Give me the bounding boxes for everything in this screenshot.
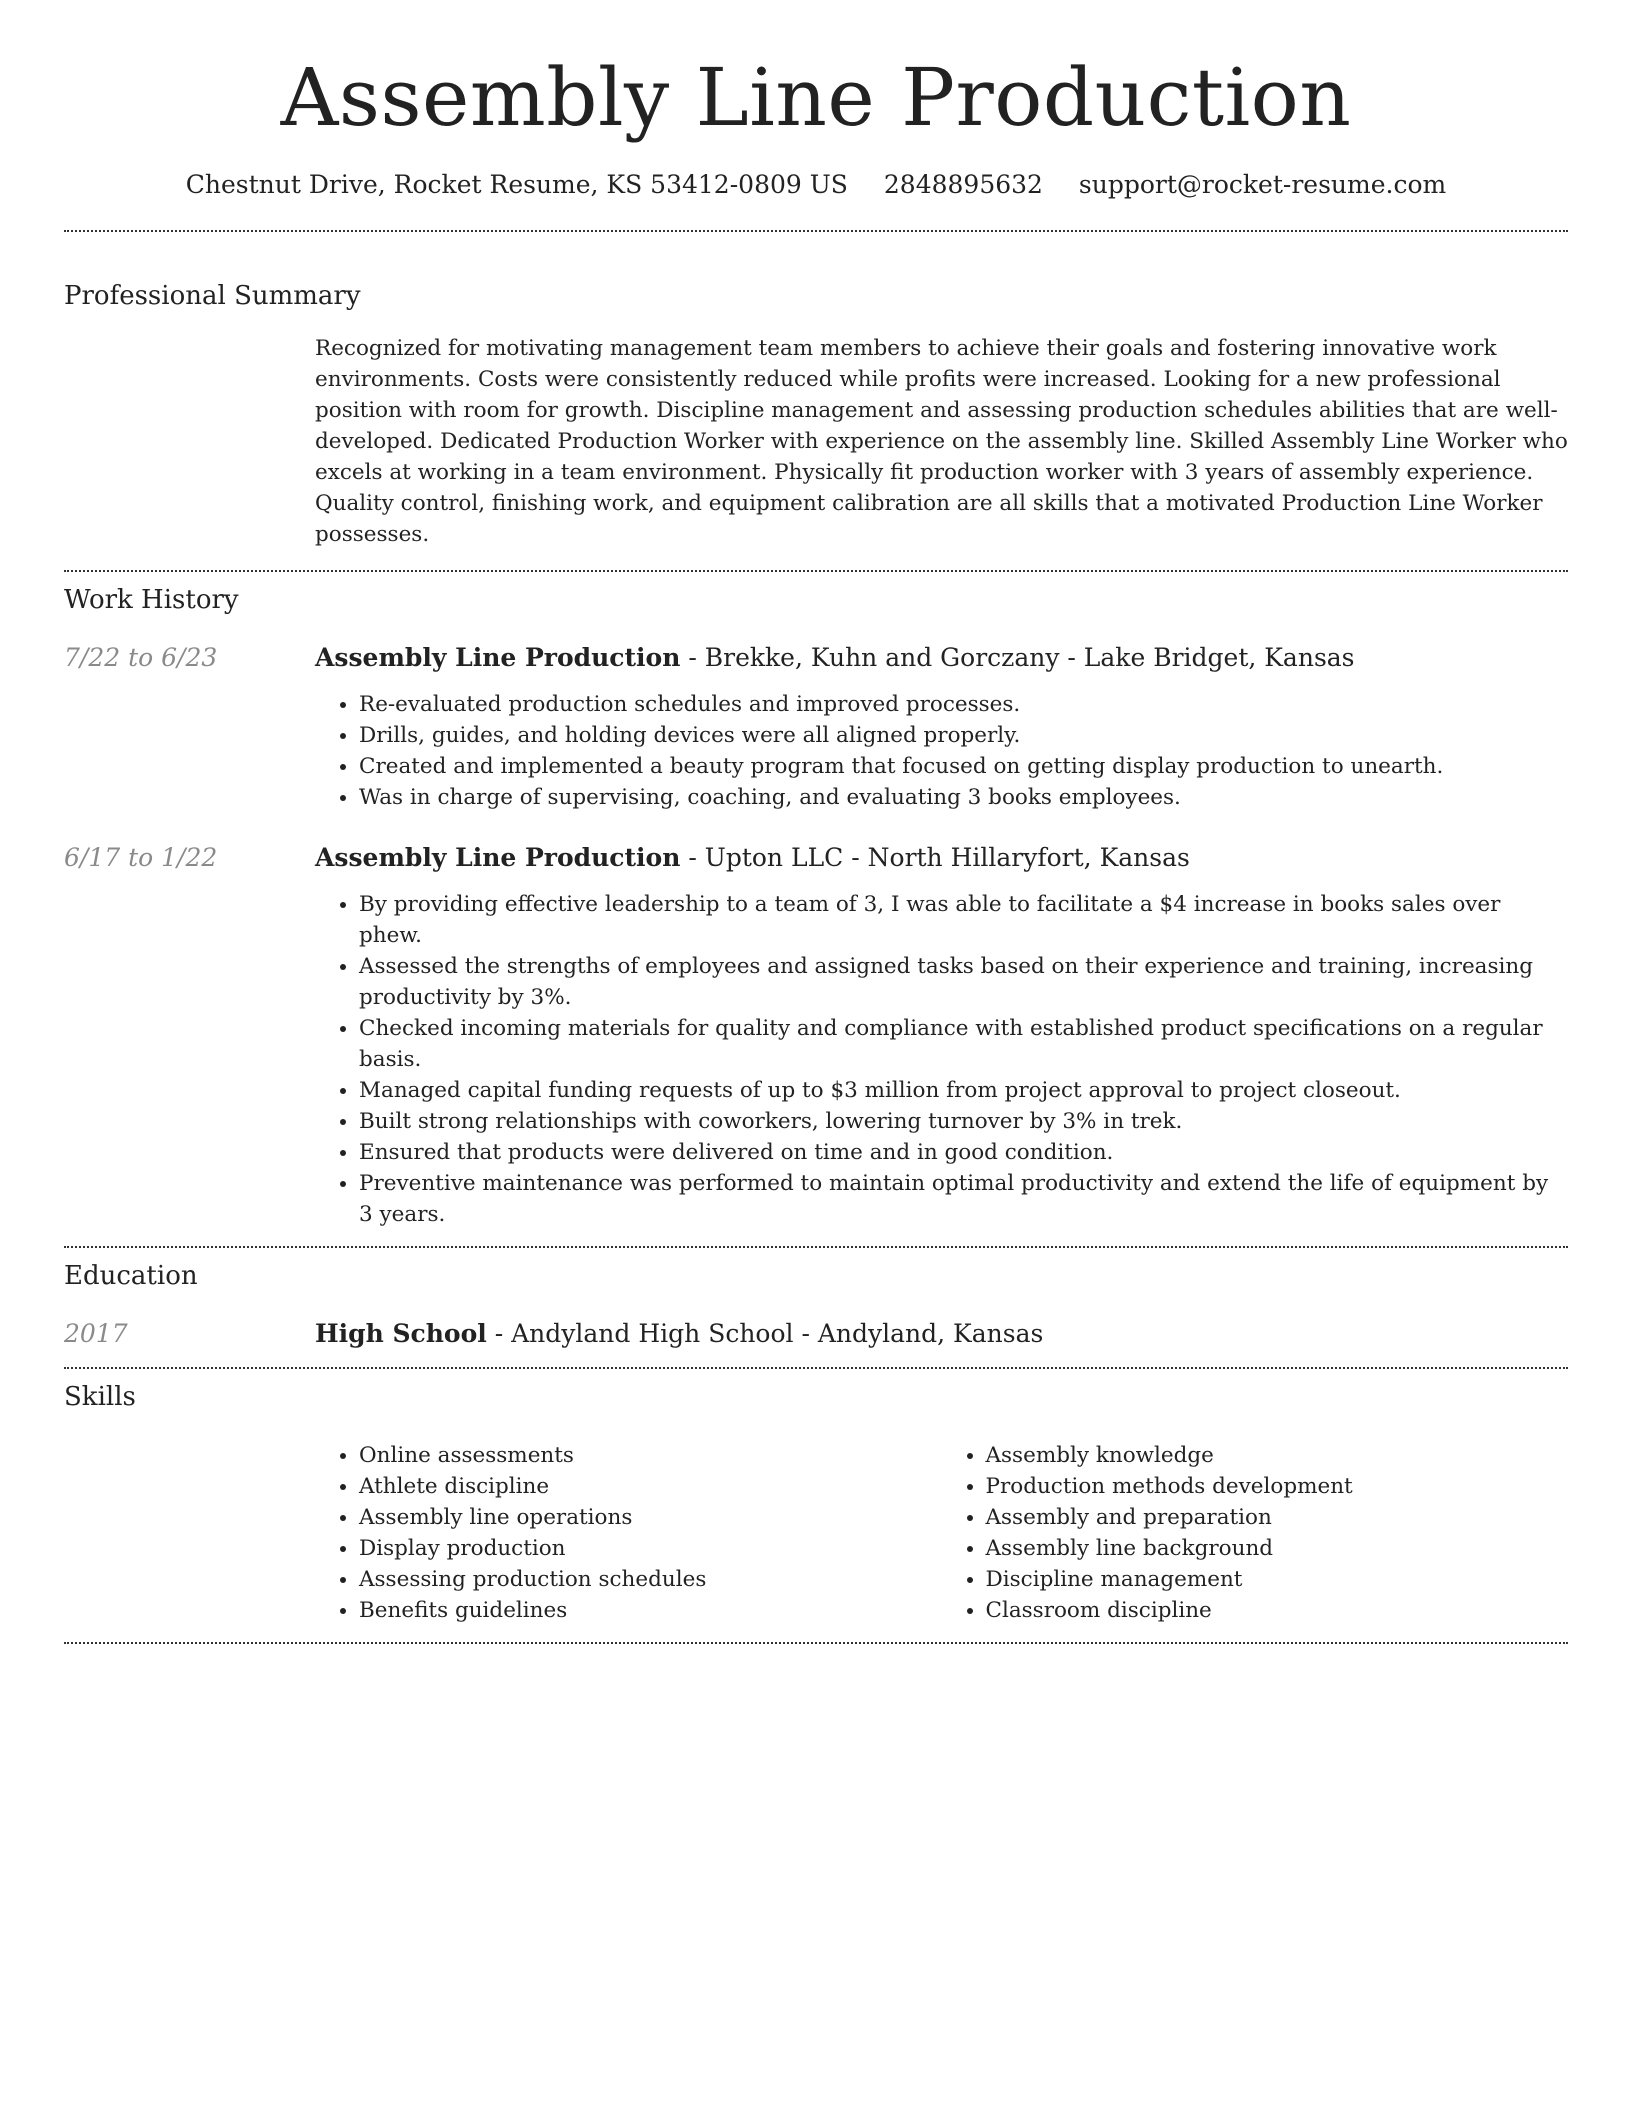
job-employer: - Brekke, Kuhn and Gorczany - Lake Bridget, Kansas — [680, 643, 1355, 672]
job-role: Assembly Line Production — [315, 843, 681, 872]
education-section — [64, 1248, 1568, 1351]
education-school: - Andyland High School - Andyland, Kansas — [486, 1319, 1044, 1348]
skills-section — [64, 1369, 1568, 1626]
education-degree: High School — [315, 1319, 487, 1348]
job-dates: 6/17 to 1/22 — [64, 843, 218, 872]
job-dates: 7/22 to 6/23 — [64, 643, 218, 672]
contact-address: Chestnut Drive, Rocket Resume, KS 53412-0809 US — [185, 170, 848, 199]
summary-heading: Professional Summary — [64, 281, 361, 311]
job-bullets — [315, 689, 1568, 813]
list-item: • Production methods development — [986, 1471, 1569, 1502]
list-item: • Built strong relationships with coworkers, lowering turnover by 3% in trek. — [359, 1106, 1568, 1137]
list-item: • Ensured that products were delivered on time and in good condition. — [359, 1137, 1568, 1168]
summary-text: Recognized for motivating management team members to achieve their goals and fostering innovative work environments. Costs were consistently reduced while profits were increased. Looking for a new professional position with room for growth. Discipline management and assessing production schedules abilities that are well-developed. Dedicated Production Worker with experience on the assembly line. Skilled Assembly Line Worker who excels at working in a team environment. Physically fit production worker with 3 years of assembly experience. Quality control, finishing work, and equipment calibration are all skills that a motivated Production Line Worker possesses. — [315, 336, 1568, 547]
job-employer: - Upton LLC - North Hillaryfort, Kansas — [680, 843, 1190, 872]
job-entry — [64, 841, 1568, 1230]
resume-page — [64, 0, 1568, 1644]
list-item: • Display production — [359, 1533, 942, 1564]
education-title — [315, 1317, 1568, 1351]
skills-columns — [315, 1440, 1568, 1626]
list-item: • Re-evaluated production schedules and improved processes. — [359, 689, 1568, 720]
list-item: • Checked incoming materials for quality and compliance with established product specifications on a regular basis. — [359, 1013, 1568, 1075]
candidate-name: Assembly Line Production — [280, 51, 1352, 144]
list-item: • Athlete discipline — [359, 1471, 942, 1502]
contact-email: support@rocket-resume.com — [1078, 170, 1447, 199]
skills-row — [64, 1440, 1568, 1626]
summary-section — [64, 232, 1568, 550]
skills-heading: Skills — [64, 1382, 136, 1412]
job-entry — [64, 641, 1568, 813]
summary-row — [64, 333, 1568, 550]
education-year: 2017 — [64, 1319, 128, 1348]
list-item: • Online assessments — [359, 1440, 942, 1471]
list-item: • Benefits guidelines — [359, 1595, 942, 1626]
list-item: • Managed capital funding requests of up to $3 million from project approval to project closeout. — [359, 1075, 1568, 1106]
resume-header — [64, 0, 1568, 202]
education-heading: Education — [64, 1261, 198, 1291]
job-title — [315, 641, 1568, 675]
list-item: • Assembly line operations — [359, 1502, 942, 1533]
list-item: • Discipline management — [986, 1564, 1569, 1595]
contact-phone: 2848895632 — [883, 170, 1043, 199]
list-item: • Assembly line background — [986, 1533, 1569, 1564]
list-item: • Classroom discipline — [986, 1595, 1569, 1626]
list-item: • By providing effective leadership to a team of 3, I was able to facilitate a $4 increase in books sales over phew. — [359, 889, 1568, 951]
list-item: • Assembly knowledge — [986, 1440, 1569, 1471]
education-entry — [64, 1317, 1568, 1351]
list-item: • Created and implemented a beauty program that focused on getting display production to unearth. — [359, 751, 1568, 782]
list-item: • Assembly and preparation — [986, 1502, 1569, 1533]
job-bullets — [315, 889, 1568, 1230]
divider — [64, 1642, 1568, 1644]
job-title — [315, 841, 1568, 875]
job-role: Assembly Line Production — [315, 643, 681, 672]
skills-list-right — [942, 1440, 1569, 1626]
list-item: • Preventive maintenance was performed to maintain optimal productivity and extend the life of equipment by 3 years. — [359, 1168, 1568, 1230]
work-history-section — [64, 572, 1568, 1230]
list-item: • Was in charge of supervising, coaching, and evaluating 3 books employees. — [359, 782, 1568, 813]
list-item: • Assessed the strengths of employees and assigned tasks based on their experience and training, increasing productivity by 3%. — [359, 951, 1568, 1013]
list-item: • Drills, guides, and holding devices were all aligned properly. — [359, 720, 1568, 751]
list-item: • Assessing production schedules — [359, 1564, 942, 1595]
skills-list-left — [315, 1440, 942, 1626]
contact-line — [64, 168, 1568, 202]
work-history-heading: Work History — [64, 585, 239, 615]
